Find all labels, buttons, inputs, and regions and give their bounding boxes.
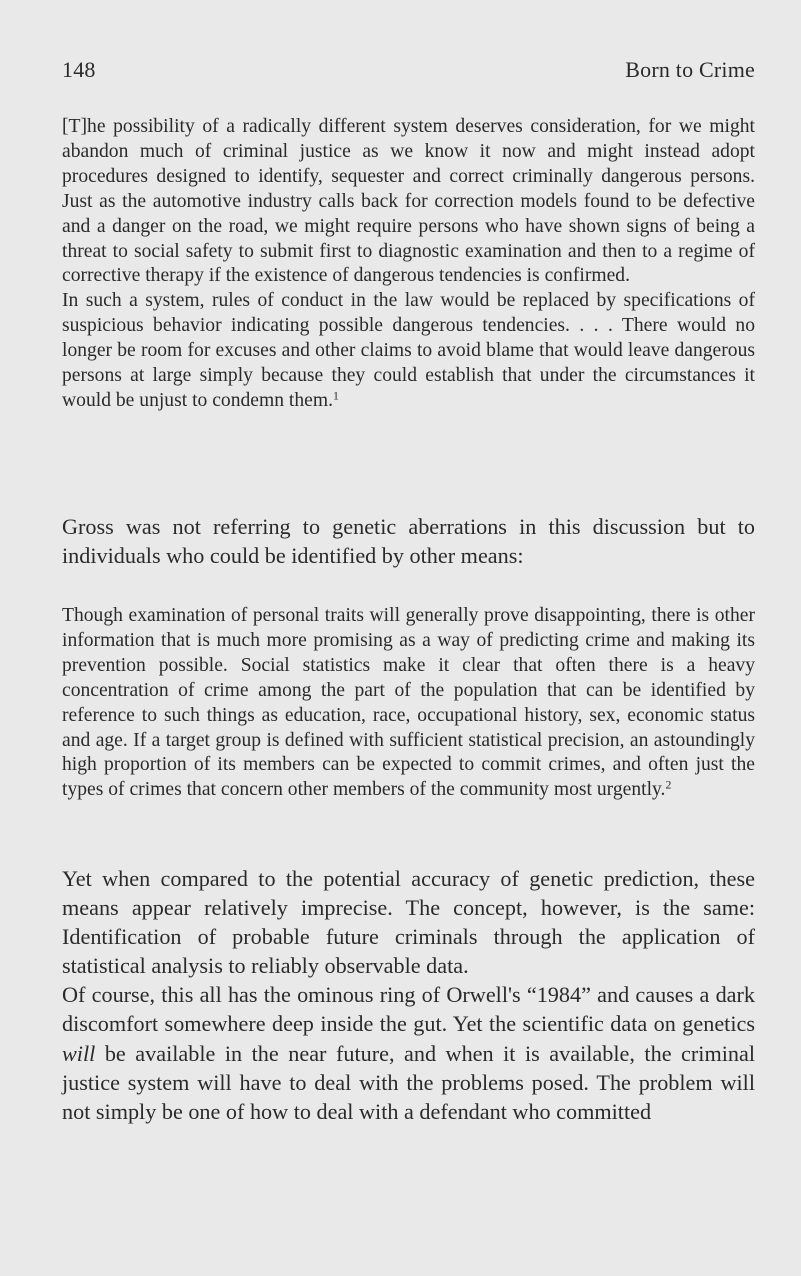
- body-paragraph: Gross was not referring to genetic aberrations in this discussion but to individuals who could be identified by other means:: [62, 514, 755, 569]
- body-section-2: [62, 864, 755, 1126]
- quote-paragraph: [T]he possibility of a radically different system deserves consideration, for we might abandon much of criminal justice as we know it now and might instead adopt procedures designed to identify, sequester and correct criminally dangerous persons. Just as the automotive industry calls back for correction models found to be defective and a danger on the road, we might require persons who have shown signs of being a threat to social safety to submit first to diagnostic examination and then to a regime of corrective therapy if the existence of dangerous tendencies is confirmed.: [62, 116, 755, 287]
- body-paragraph: Yet when compared to the potential accuracy of genetic prediction, these means appear relatively imprecise. The concept, however, is the same: Identification of probable future criminals through the application of statistical analysis to reliably observable data.: [62, 866, 755, 979]
- running-title: Born to Crime: [625, 57, 755, 82]
- page-number: 148: [62, 57, 96, 82]
- body-paragraph-1: [62, 512, 755, 570]
- running-header: [62, 56, 755, 84]
- footnote-ref: 2: [665, 778, 672, 792]
- body-paragraph: Of course, this all has the ominous ring of Orwell's “1984” and causes a dark discomfort somewhere deep inside the gut. Yet the scientific data on genetics will be available in the near future, and when it is available, the criminal justice system will have to deal with the problems posed. The problem will not simply be one of how to deal with a defendant who committed: [62, 982, 755, 1124]
- block-quote-1: [62, 115, 755, 414]
- footnote-ref: 1: [333, 389, 339, 403]
- quote-paragraph: Though examination of personal traits will generally prove disappointing, there is other information that is much more promising as a way of predicting crime and making its prevention possible. Social statistics make it clear that often there is a heavy concentration of crime among the part of the population that can be identified by reference to such things as education, race, occupational history, sex, economic status and age. If a target group is defined with sufficient statistical precision, an astoundingly high proportion of its members can be expected to commit crimes, and often just the types of crimes that concern other members of the community most urgently.$^2$: [62, 605, 755, 801]
- block-quote-2: [62, 604, 755, 803]
- emphasis: will: [62, 1040, 96, 1066]
- quote-paragraph: In such a system, rules of conduct in the law would be replaced by specifications of suspicious behavior indicating possible dangerous tendencies. . . . There would no longer be room for excuses and other claims to avoid blame that would leave dangerous persons at large simply because they could establish that under the circumstances it would be unjust to condemn them.$^1$: [62, 290, 755, 411]
